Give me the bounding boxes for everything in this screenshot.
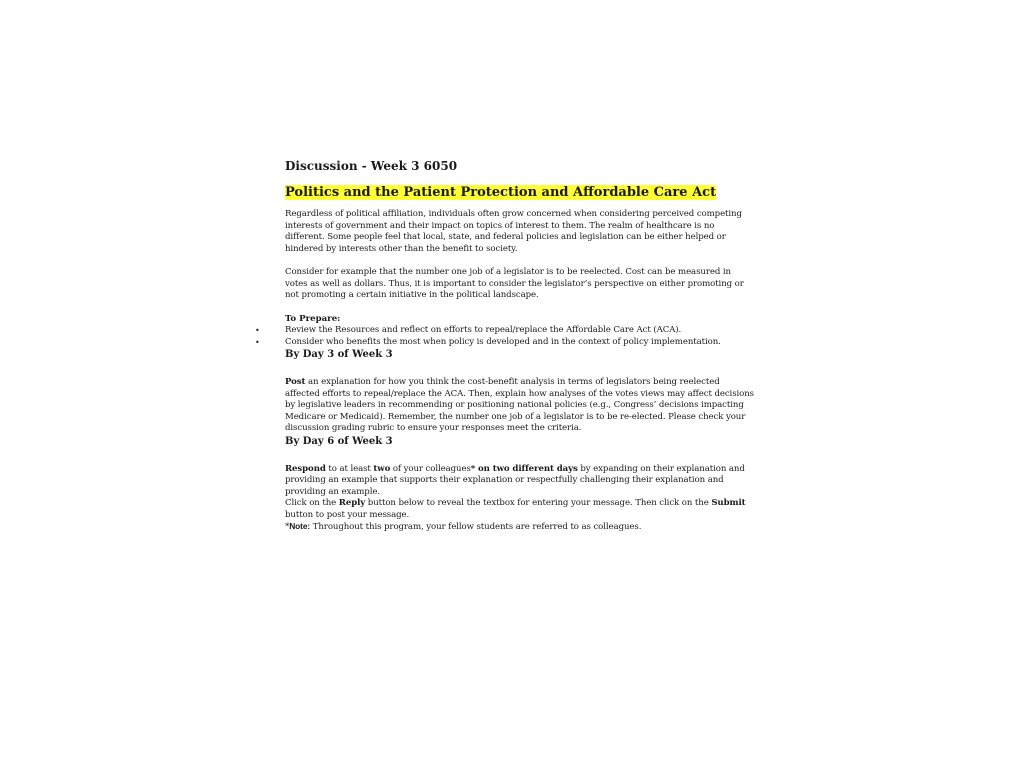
note-paragraph (285, 521, 755, 534)
document-page (255, 158, 755, 534)
respond-paragraph (285, 464, 755, 499)
highlighted-title: Politics and the Patient Protection and Affordable Care Act (285, 185, 717, 200)
bullet-icon: • (255, 337, 260, 347)
note-label: Note: (289, 521, 311, 531)
respond-label: Respond (285, 463, 326, 474)
prepare-heading: To Prepare: (285, 313, 341, 324)
day3-heading: By Day 3 of Week 3 (285, 349, 393, 360)
reply-instructions (285, 498, 755, 521)
note-text: Throughout this program, your fellow students are referred to as colleagues. (310, 522, 642, 532)
list-item-text: Review the Resources and reflect on efforts to repeal/replace the Affordable Care Act (ACA). (285, 325, 682, 335)
document-heading: Discussion - Week 3 6050 (285, 159, 458, 173)
post-label: Post (285, 377, 306, 387)
respond-days: * on two different days (470, 463, 578, 474)
intro-paragraph-2: Consider for example that the number one job of a legislator is to be reelected. Cost can be measured in votes as well as dollars. Thus, it is important to consider the legislator’s perspective on either promoting or not promoting a certain initiative in the political landscape. (285, 267, 744, 300)
respond-text-3: by expanding on their explanation and providing an example that supports their explanation or respectfully challenging their explanation and providing an example. (285, 463, 745, 497)
reply-text-3: button to post your message. (285, 509, 410, 520)
submit-label: Submit (711, 498, 746, 508)
intro-paragraph-1: Regardless of political affiliation, individuals often grow concerned when considering perceived competing interests of government and their impact on topics of interest to them. The realm of healthcare is no different. Some people feel that local, state, and federal policies and legislation can be either helped or hindered by interests other than the benefit to society. (285, 209, 742, 254)
bullet-icon: • (255, 326, 260, 335)
reply-text-2: button below to reveal the textbox for entering your message. Then click on the (365, 498, 712, 508)
prepare-list (255, 325, 755, 348)
list-item (255, 325, 755, 337)
reply-label: Reply (338, 498, 366, 508)
reply-text-1: Click on the (285, 498, 339, 508)
document-title (285, 184, 755, 201)
respond-text-2: of your colleagues (390, 463, 471, 474)
post-text: an explanation for how you think the cost-benefit analysis in terms of legislators being reelected affected efforts to repeal/replace the ACA. Then, explain how analyses of the votes views may affect decisions by legislative leaders in recommending or positioning national policies (e.g., Congress’ decisions impacting Medicare or Medicaid). Remember, the number one job of a legislator is to be re-elected. Please check your discussion grading rubric to ensure your responses meet the criteria. (285, 377, 754, 433)
post-paragraph (285, 377, 755, 435)
list-item (255, 336, 755, 349)
respond-two: two (373, 463, 391, 474)
day6-heading: By Day 6 of Week 3 (285, 435, 393, 447)
list-item-text: Consider who benefits the most when policy is developed and in the context of policy implementation. (285, 336, 721, 347)
note-asterisk: * (285, 522, 290, 532)
respond-text-1: to at least (325, 463, 374, 474)
